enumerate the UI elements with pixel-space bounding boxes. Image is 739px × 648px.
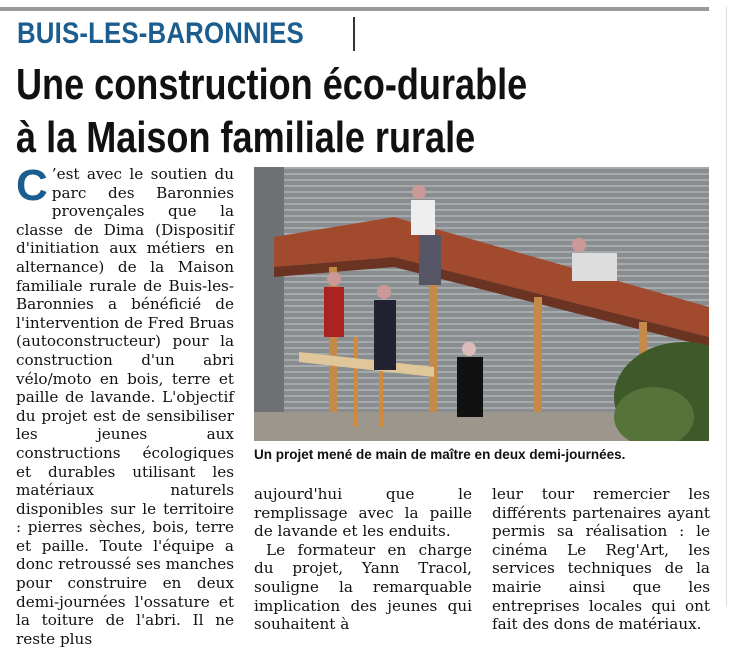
article-column-1: [16, 161, 235, 648]
column-2-paragraph-2: Le formateur en charge du projet, Yann Tracol, souligne la remarquable implication des jeunes qui souhaitent à: [254, 540, 472, 634]
kicker-separator: [353, 17, 355, 51]
photo-caption: Un projet mené de main de maître en deux demi-journées.: [254, 447, 626, 462]
headline-line-2: à la Maison familiale rurale: [16, 113, 476, 162]
top-rule: [0, 7, 709, 11]
headline-line-1: Une construction éco-durable: [16, 60, 528, 109]
article-photo: [254, 167, 709, 441]
article-column-3: leur tour remercier les différents partenaires ayant permis sa réalisation : le cinéma Le Reg'Art, les services techniques de la mairie ainsi que les entreprises locales qui ont fait des dons de matériaux.: [492, 485, 710, 634]
article-column-2: [254, 485, 472, 634]
column-1-text: ’est avec le soutien du parc des Baronnies provençales que la classe de Dima (Dispositif d'initiation aux métiers en alternance) de la Maison familiale rurale de Buis-les-Baronnies a bénéficié de l'intervention de Fred Bruas (autoconstructeur) pour la construction d'un abri vélo/moto en bois, terre et paille de lavande. L'objectif du projet est de sensibiliser les jeunes aux constructions écologiques et durables utilisant les matériaux naturels disponibles sur le territoire : pierres sèches, bois, terre et paille. Toute l'équipe a donc retroussé ses manches pour construire en deux demi-journées l'ossature et la toiture de l'abri. Il ne reste plus: [16, 165, 235, 648]
right-rule: [726, 7, 727, 607]
construction-photo-illustration: [254, 167, 709, 441]
headline: [16, 58, 527, 164]
section-kicker: BUIS-LES-BARONNIES: [17, 17, 304, 50]
drop-cap: C: [16, 161, 48, 210]
column-2-paragraph-1: aujourd'hui que le remplissage avec la paille de lavande et les enduits.: [254, 485, 472, 541]
